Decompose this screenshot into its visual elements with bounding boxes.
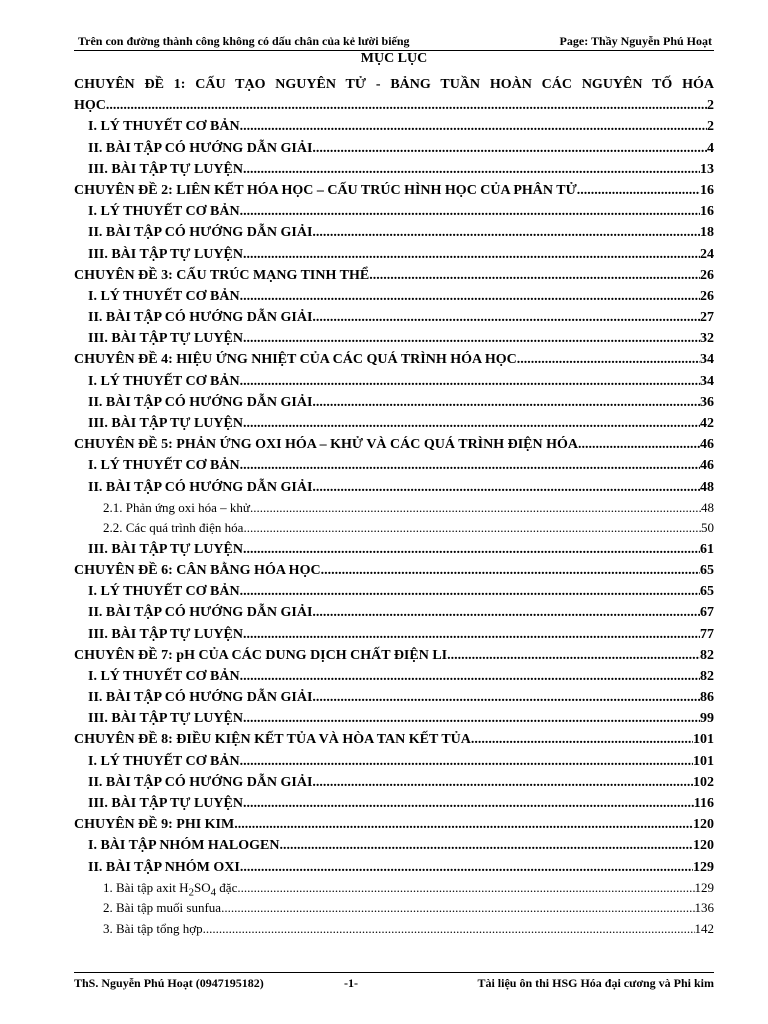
dot-leader	[577, 180, 700, 201]
page-header	[74, 33, 714, 51]
dot-leader	[447, 645, 700, 666]
table-of-contents	[74, 74, 714, 939]
label-text: đặc	[216, 879, 238, 895]
toc-entry-page: 82	[700, 668, 714, 684]
toc-entry[interactable]	[74, 708, 714, 729]
toc-chapter-1-title-line1: CHUYÊN ĐỀ 1: CẤU TẠO NGUYÊN TỬ - BẢNG TUẦN HOÀN CÁC NGUYÊN TỐ HÓA	[74, 77, 714, 92]
dot-leader	[240, 455, 700, 476]
toc-subentry[interactable]	[74, 518, 714, 539]
toc-entry-page: 32	[700, 331, 714, 347]
dot-leader	[240, 371, 700, 392]
toc-entry-label: I. LÝ THUYẾT CƠ BẢN	[88, 373, 240, 389]
toc-entry-label: II. BÀI TẬP CÓ HƯỚNG DẪN GIẢI	[88, 140, 313, 156]
toc-entry[interactable]	[74, 413, 714, 434]
toc-chapter-2[interactable]	[74, 180, 714, 201]
toc-entry[interactable]	[74, 624, 714, 645]
toc-entry[interactable]	[74, 666, 714, 687]
dot-leader	[243, 159, 700, 180]
toc-entry-page: 48	[700, 479, 714, 495]
toc-title: MỤC LỤC	[360, 51, 428, 66]
toc-entry-page: 2	[707, 119, 714, 135]
toc-entry-page: 120	[693, 838, 714, 854]
label-text: 1. Bài tập axit H	[103, 879, 189, 895]
dot-leader	[243, 413, 700, 434]
toc-subentry-page: 50	[701, 520, 714, 536]
toc-entry-label: I. LÝ THUYẾT CƠ BẢN	[88, 288, 240, 304]
toc-entry-page: 129	[693, 859, 714, 875]
toc-entry[interactable]	[74, 201, 714, 222]
toc-chapter-label: CHUYÊN ĐỀ 9: PHI KIM	[74, 817, 235, 833]
header-page-credit: Page: Thầy Nguyễn Phú Hoạt	[559, 34, 712, 48]
dot-leader	[240, 581, 700, 602]
dot-leader	[240, 857, 693, 878]
toc-entry-page: 101	[693, 753, 714, 769]
dot-leader	[243, 244, 700, 265]
toc-entry-label: II. BÀI TẬP NHÓM OXI	[88, 859, 240, 875]
toc-chapter-label: CHUYÊN ĐỀ 4: HIỆU ỨNG NHIỆT CỦA CÁC QUÁ TRÌNH HÓA HỌC	[74, 352, 517, 368]
toc-chapter-9[interactable]	[74, 814, 714, 835]
dot-leader	[369, 265, 700, 286]
dot-leader	[312, 477, 700, 498]
toc-entry-label: I. LÝ THUYẾT CƠ BẢN	[88, 458, 240, 474]
toc-entry-page: 102	[693, 774, 714, 790]
toc-subentry-page: 142	[694, 920, 714, 936]
toc-entry[interactable]	[74, 328, 714, 349]
toc-subentry[interactable]	[74, 919, 714, 940]
toc-entry-label: I. LÝ THUYẾT CƠ BẢN	[88, 753, 240, 769]
toc-subentry[interactable]	[74, 898, 714, 919]
toc-chapter-1[interactable]	[74, 74, 714, 116]
toc-entry-label: II. BÀI TẬP CÓ HƯỚNG DẪN GIẢI	[88, 225, 313, 241]
toc-entry-page: 99	[700, 711, 714, 727]
dot-leader	[243, 793, 694, 814]
toc-entry-page: 24	[700, 246, 714, 262]
toc-entry-page: 36	[700, 394, 714, 410]
dot-leader	[240, 201, 700, 222]
toc-entry-label: I. LÝ THUYẾT CƠ BẢN	[88, 584, 240, 600]
toc-subentry-label: 3. Bài tập tổng hợp	[103, 920, 203, 936]
toc-entry-label: II. BÀI TẬP CÓ HƯỚNG DẪN GIẢI	[88, 394, 313, 410]
toc-entry-label: II. BÀI TẬP CÓ HƯỚNG DẪN GIẢI	[88, 690, 313, 706]
toc-chapter-label: CHUYÊN ĐỀ 2: LIÊN KẾT HÓA HỌC – CẤU TRÚC HÌNH HỌC CỦA PHÂN TỬ	[74, 182, 577, 198]
toc-entry-label: II. BÀI TẬP CÓ HƯỚNG DẪN GIẢI	[88, 605, 313, 621]
dot-leader	[243, 624, 700, 645]
dot-leader	[237, 878, 694, 899]
dot-leader	[250, 498, 701, 519]
dot-leader	[312, 222, 700, 243]
toc-entry-page: 4	[707, 140, 714, 156]
toc-entry[interactable]	[74, 751, 714, 772]
toc-entry-page: 27	[700, 310, 714, 326]
dot-leader	[312, 392, 700, 413]
toc-entry-label: II. BÀI TẬP CÓ HƯỚNG DẪN GIẢI	[88, 479, 313, 495]
label-text: SO	[194, 879, 211, 895]
toc-entry[interactable]	[74, 793, 714, 814]
toc-subentry[interactable]	[74, 498, 714, 519]
dot-leader	[471, 729, 693, 750]
toc-subentry-label: 2.2. Các quá trình điện hóa	[103, 520, 244, 536]
toc-chapter-5[interactable]	[74, 434, 714, 455]
dot-leader	[312, 307, 700, 328]
toc-entry[interactable]	[74, 116, 714, 137]
toc-chapter-8[interactable]	[74, 729, 714, 750]
dot-leader	[106, 95, 707, 116]
toc-subentry-label: 2. Bài tập muối sunfua	[103, 900, 222, 916]
toc-entry[interactable]	[74, 138, 714, 159]
dot-leader	[243, 328, 700, 349]
toc-entry[interactable]	[74, 581, 714, 602]
toc-entry-page: 116	[693, 796, 714, 812]
toc-entry[interactable]	[74, 159, 714, 180]
dot-leader	[578, 434, 700, 455]
dot-leader	[312, 687, 700, 708]
toc-entry-page: 26	[700, 288, 714, 304]
toc-subentry-page: 48	[701, 499, 714, 515]
dot-leader	[234, 814, 693, 835]
toc-entry-label: I. BÀI TẬP NHÓM HALOGEN	[88, 838, 280, 854]
toc-entry-label: I. LÝ THUYẾT CƠ BẢN	[88, 668, 240, 684]
toc-entry-page: 86	[700, 690, 714, 706]
toc-entry-page: 18	[700, 225, 714, 241]
dot-leader	[312, 772, 693, 793]
toc-entry[interactable]	[74, 392, 714, 413]
toc-chapter-page: 34	[700, 352, 714, 368]
toc-chapter-1-page: 2	[707, 98, 714, 114]
toc-chapter-label: CHUYÊN ĐỀ 8: ĐIỀU KIỆN KẾT TỦA VÀ HÒA TAN KẾT TỦA	[74, 732, 471, 748]
toc-chapter-page: 46	[700, 437, 714, 453]
toc-chapter-page: 16	[700, 182, 714, 198]
toc-entry-label: III. BÀI TẬP TỰ LUYỆN	[88, 541, 243, 557]
toc-entry-page: 61	[700, 541, 714, 557]
toc-entry[interactable]	[74, 286, 714, 307]
toc-subentry-label: 2.1. Phản ứng oxi hóa – khử	[103, 499, 250, 515]
toc-chapter-page: 65	[700, 562, 714, 578]
toc-chapter-page: 101	[693, 732, 714, 748]
toc-entry-label: III. BÀI TẬP TỰ LUYỆN	[88, 246, 243, 262]
toc-entry-label: III. BÀI TẬP TỰ LUYỆN	[88, 331, 243, 347]
dot-leader	[321, 560, 700, 581]
toc-subentry-page: 129	[694, 879, 714, 895]
footer-doc-title: Tài liệu ôn thi HSG Hóa đại cương và Phi kim	[477, 976, 714, 990]
toc-entry[interactable]	[74, 857, 714, 878]
toc-chapter-label: CHUYÊN ĐỀ 6: CÂN BẰNG HÓA HỌC	[74, 562, 321, 578]
subscript: 4	[210, 886, 217, 899]
toc-entry[interactable]	[74, 477, 714, 498]
toc-entry-label: II. BÀI TẬP CÓ HƯỚNG DẪN GIẢI	[88, 774, 313, 790]
dot-leader	[240, 286, 700, 307]
toc-entry-page: 13	[700, 161, 714, 177]
toc-entry-page: 46	[700, 458, 714, 474]
toc-chapter-page: 82	[700, 647, 714, 663]
toc-entry-page: 65	[700, 584, 714, 600]
dot-leader	[280, 835, 694, 856]
toc-subentry-page: 136	[694, 900, 714, 916]
toc-chapter-6[interactable]	[74, 560, 714, 581]
toc-entry[interactable]	[74, 307, 714, 328]
toc-entry[interactable]	[74, 455, 714, 476]
toc-entry-page: 34	[700, 373, 714, 389]
toc-entry[interactable]	[74, 371, 714, 392]
header-motto: Trên con đường thành công không có dấu chân của kẻ lười biếng	[78, 34, 410, 48]
toc-entry-page: 42	[700, 416, 714, 432]
toc-entry-label: III. BÀI TẬP TỰ LUYỆN	[88, 161, 243, 177]
dot-leader	[312, 602, 700, 623]
toc-chapter-label: CHUYÊN ĐỀ 5: PHẢN ỨNG OXI HÓA – KHỬ VÀ CÁC QUÁ TRÌNH ĐIỆN HÓA	[74, 437, 579, 453]
toc-entry-label: I. LÝ THUYẾT CƠ BẢN	[88, 204, 240, 220]
toc-chapter-1-title-line2: HỌC	[74, 98, 106, 114]
toc-entry[interactable]	[74, 835, 714, 856]
dot-leader	[240, 751, 693, 772]
toc-entry-label: I. LÝ THUYẾT CƠ BẢN	[88, 119, 240, 135]
toc-subentry[interactable]	[74, 878, 714, 899]
toc-entry-page: 67	[700, 605, 714, 621]
toc-chapter-7[interactable]	[74, 645, 714, 666]
toc-chapter-3[interactable]	[74, 265, 714, 286]
toc-chapter-label: CHUYÊN ĐỀ 3: CẤU TRÚC MẠNG TINH THỂ	[74, 267, 370, 283]
page-footer	[74, 972, 714, 991]
toc-chapter-label: CHUYÊN ĐỀ 7: pH CỦA CÁC DUNG DỊCH CHẤT ĐIỆN LI	[74, 647, 448, 663]
toc-entry[interactable]	[74, 772, 714, 793]
toc-entry[interactable]	[74, 602, 714, 623]
dot-leader	[203, 919, 695, 940]
dot-leader	[221, 898, 694, 919]
toc-entry[interactable]	[74, 244, 714, 265]
dot-leader	[240, 116, 707, 137]
toc-entry-label: III. BÀI TẬP TỰ LUYỆN	[88, 711, 243, 727]
dot-leader	[517, 349, 700, 370]
dot-leader	[243, 518, 701, 539]
toc-entry-label: III. BÀI TẬP TỰ LUYỆN	[88, 796, 243, 812]
dot-leader	[243, 539, 700, 560]
footer-author: ThS. Nguyễn Phú Hoạt (0947195182)	[74, 976, 264, 990]
toc-chapter-page: 120	[693, 817, 714, 833]
toc-entry[interactable]	[74, 222, 714, 243]
toc-entry-page: 16	[700, 204, 714, 220]
toc-entry-label: II. BÀI TẬP CÓ HƯỚNG DẪN GIẢI	[88, 310, 313, 326]
dot-leader	[312, 138, 707, 159]
toc-entry[interactable]	[74, 687, 714, 708]
toc-chapter-page: 26	[700, 267, 714, 283]
footer-page-number: -1-	[344, 976, 358, 990]
subscript: 2	[188, 886, 194, 899]
toc-entry-label: III. BÀI TẬP TỰ LUYỆN	[88, 416, 243, 432]
dot-leader	[240, 666, 700, 687]
dot-leader	[243, 708, 700, 729]
toc-chapter-4[interactable]	[74, 349, 714, 370]
toc-entry-page: 77	[700, 626, 714, 642]
toc-entry-label: III. BÀI TẬP TỰ LUYỆN	[88, 626, 243, 642]
toc-entry[interactable]	[74, 539, 714, 560]
